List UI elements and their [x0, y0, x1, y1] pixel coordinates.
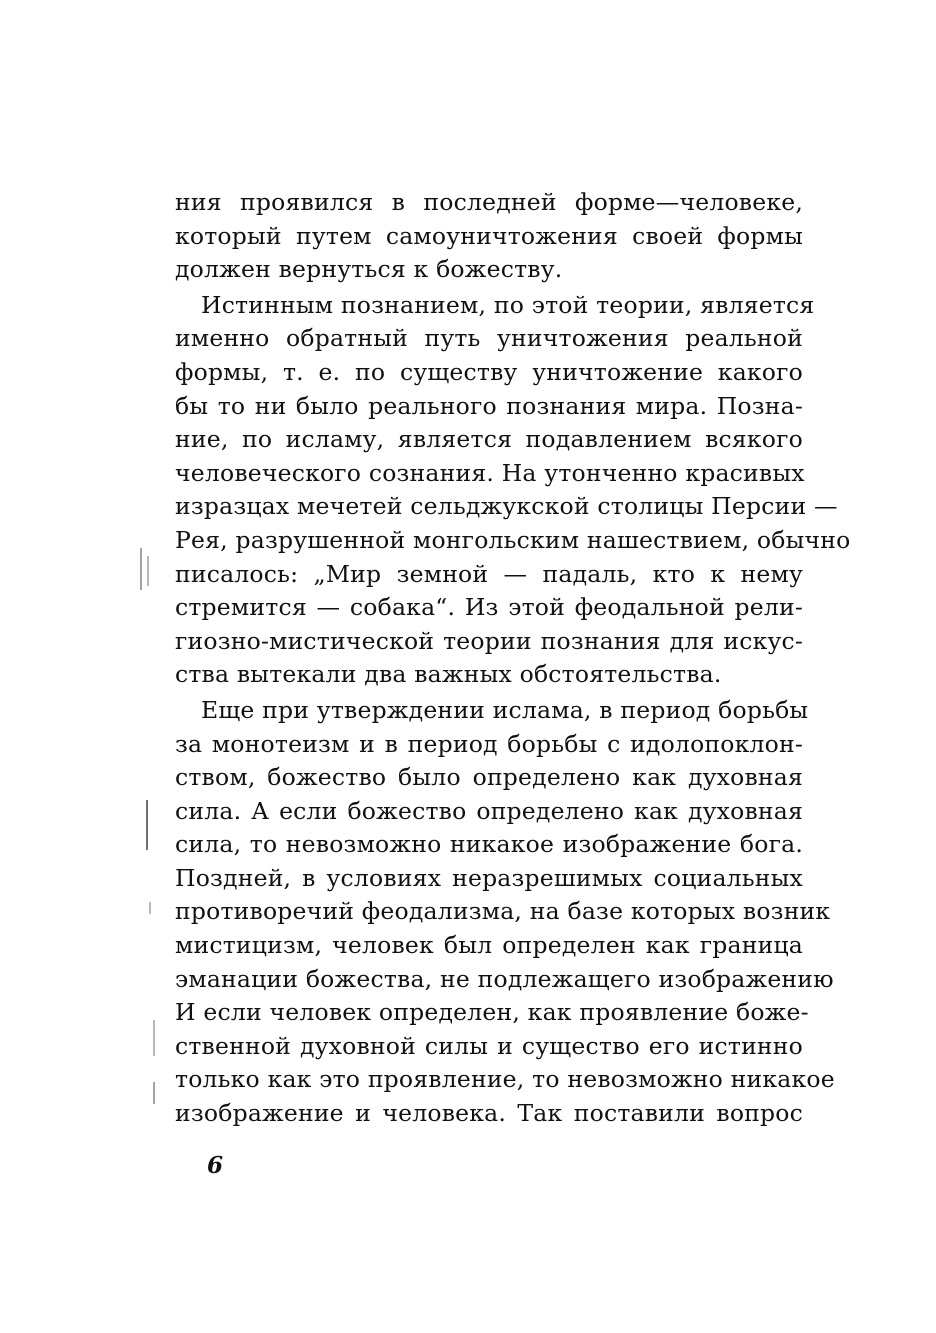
- text-line: ственной духовной силы и существо его истинно: [175, 1031, 803, 1060]
- text-line: стремится — собака“. Из этой феодальной рели-: [175, 593, 803, 622]
- text-line: сила. А если божество определено как духовная: [175, 796, 803, 825]
- text-line: ства вытекали два важных обстоятельства.: [175, 660, 722, 689]
- text-line: Еще при утверждении ислама, в период борьбы: [201, 695, 809, 724]
- text-line: И если человек определен, как проявление боже-: [175, 998, 809, 1027]
- text-line: ством, божество было определено как духовная: [175, 763, 803, 792]
- text-line: гиозно-мистической теории познания для искус-: [175, 626, 803, 655]
- page-number: 6: [207, 1152, 224, 1179]
- text-line: Поздней, в условиях неразрешимых социальных: [175, 863, 803, 892]
- text-line: который путем самоуничтожения своей формы: [175, 221, 803, 250]
- scan-margin-mark: [146, 800, 148, 850]
- scan-margin-mark: [153, 1020, 155, 1056]
- text-line: должен вернуться к божеству.: [175, 255, 563, 284]
- text-line: именно обратный путь уничтожения реальной: [175, 324, 803, 353]
- text-line: изразцах мечетей сельджукской столицы Персии —: [175, 492, 838, 521]
- text-line: сила, то невозможно никакое изображение бога.: [175, 830, 803, 859]
- scan-margin-mark: [147, 556, 149, 586]
- scan-margin-mark: [140, 548, 142, 590]
- scan-margin-mark: [153, 1082, 155, 1104]
- text-line: только как это проявление, то невозможно никакое: [175, 1065, 835, 1094]
- text-line: за монотеизм и в период борьбы с идолопоклон-: [175, 729, 803, 758]
- text-line: Истинным познанием, по этой теории, является: [201, 290, 815, 319]
- text-line: человеческого сознания. На утонченно красивых: [175, 458, 805, 487]
- scan-margin-mark: [149, 902, 151, 914]
- text-line: изображение и человека. Так поставили вопрос: [175, 1099, 803, 1128]
- text-line: мистицизм, человек был определен как граница: [175, 931, 803, 960]
- text-line: ния проявился в последней форме—человеке,: [175, 188, 803, 216]
- text-line: эманации божества, не подлежащего изображению: [175, 964, 834, 993]
- text-line: писалось: „Мир земной — падаль, кто к нему: [175, 559, 803, 588]
- body-text: [175, 186, 851, 1131]
- text-line: противоречий феодализма, на базе которых возник: [175, 897, 831, 926]
- text-line: ние, по исламу, является подавлением всякого: [175, 425, 803, 454]
- text-line: формы, т. е. по существу уничтожение какого: [175, 357, 803, 386]
- text-line: бы то ни было реального познания мира. Позна-: [175, 391, 803, 420]
- text-line: Рея, разрушенной монгольским нашествием, обычно: [175, 525, 851, 554]
